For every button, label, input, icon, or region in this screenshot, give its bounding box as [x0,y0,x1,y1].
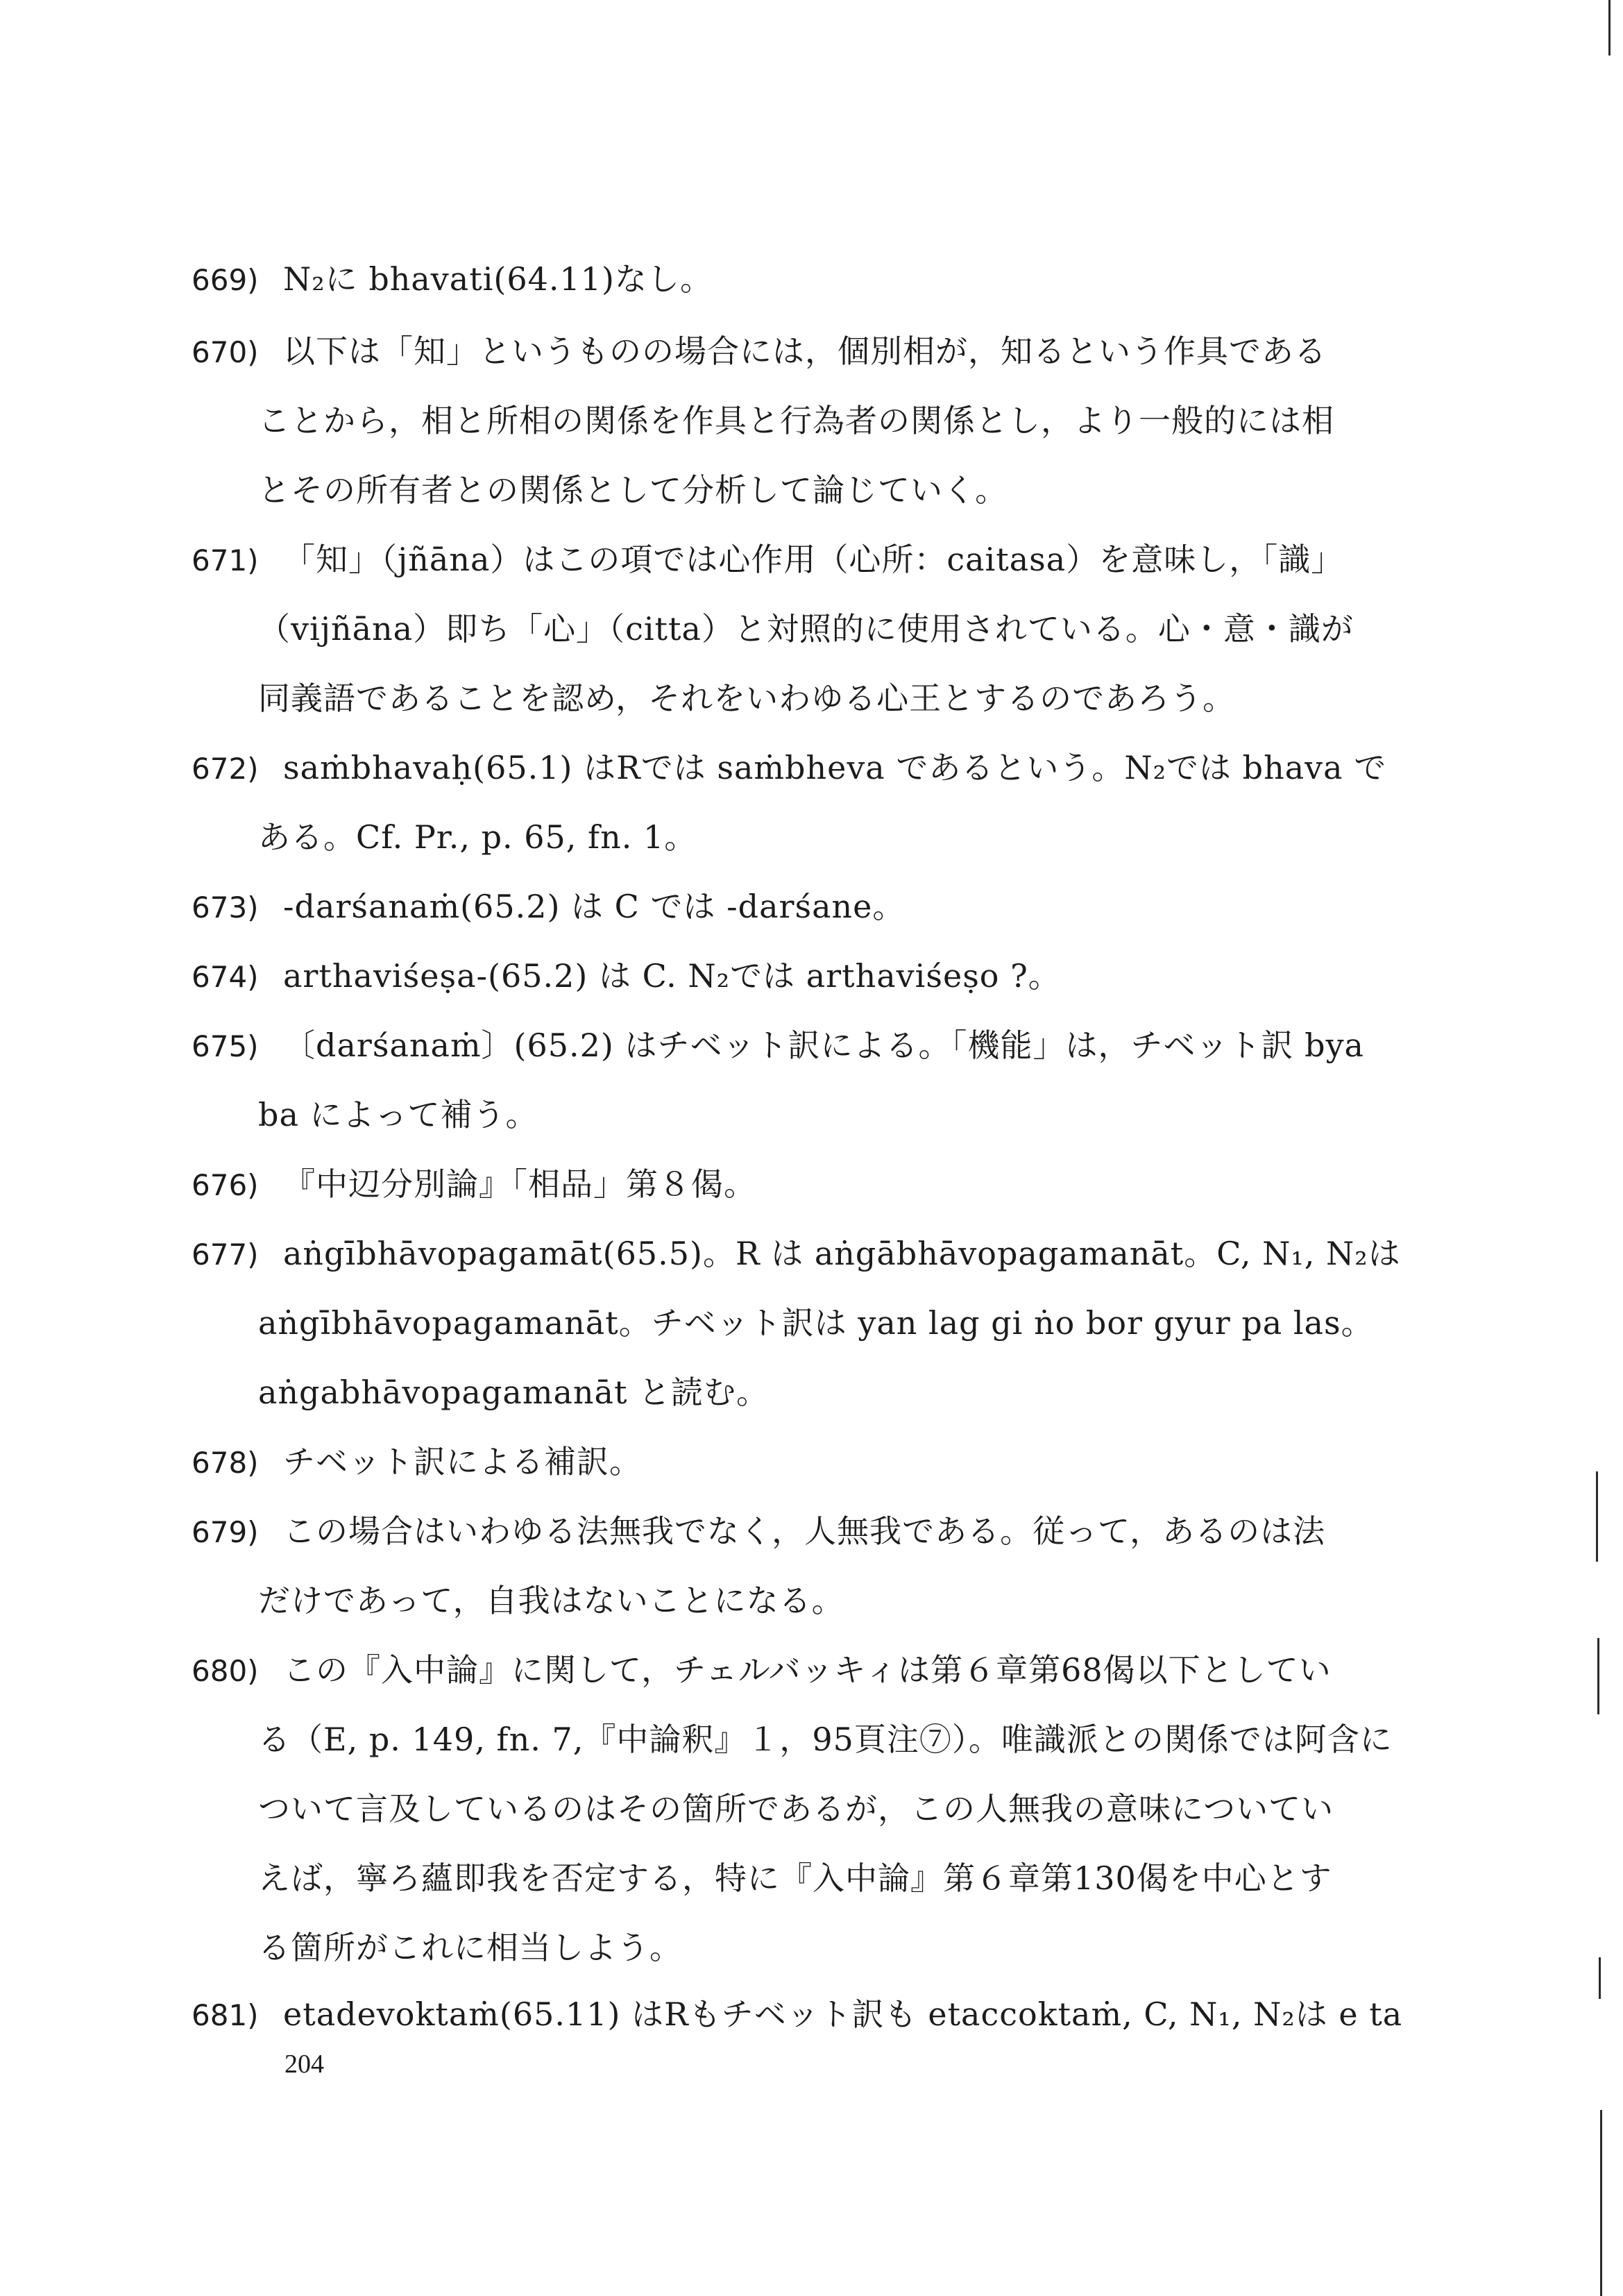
footnote-text: この『入中論』に関して，チェルバッキィは第６章第68偈以下としてい [283,1651,1332,1689]
footnote-text: 同義語であることを認め，それをいわゆる心王とするのであろう。 [258,679,1236,717]
footnote-number: 675) [192,1029,259,1063]
footnote-text: この場合はいわゆる法無我でなく，人無我である。従って，あるのは法 [283,1512,1326,1550]
footnote-text: 以下は「知」というものの場合には，個別相が，知るという作具である [283,332,1327,370]
footnote-text: ついて言及しているのはその箇所であるが，この人無我の意味についてい [258,1790,1334,1827]
scan-edge-mark [1608,0,1611,56]
footnote-number: 680) [192,1654,259,1688]
footnote-text: 『中辺分別論』「相品」第８偈。 [283,1165,756,1203]
footnote-679 [192,1496,1399,1635]
footnote-number: 678) [192,1446,259,1480]
footnote-number: 676) [192,1168,259,1202]
footnote-675 [192,1011,1399,1149]
footnote-text: arthaviśeṣa-(65.2) は C. N₂では arthaviśeṣo ?。 [283,957,1061,995]
footnote-text: -darśanaṁ(65.2) は C では -darśane。 [283,888,906,925]
footnote-number: 669) [192,263,259,297]
footnote-text: aṅgabhāvopagamanāt と読む。 [258,1374,770,1411]
footnote-676 [192,1149,1399,1219]
footnote-text: ことから，相と所相の関係を作具と行為者の関係とし，より一般的には相 [258,402,1334,439]
footnote-number: 671) [192,543,259,577]
footnote-678 [192,1427,1399,1496]
footnote-text: （vijñāna）即ち「心」（citta）と対照的に使用されている。心・意・識が [258,610,1354,648]
footnote-text: aṅgībhāvopagamanāt。チベット訳は yan lag gi ṅo bor gyur pa las。 [258,1304,1374,1342]
footnote-674 [192,941,1399,1011]
footnote-text: る（E, p. 149, fn. 7,『中論釈』１，95頁注⑦）。唯識派との関係では阿含に [258,1721,1393,1758]
footnote-text: とその所有者との関係として分析して論じていく。 [258,471,1008,509]
footnote-number: 681) [192,1998,259,2032]
footnote-text: チベット訳による補訳。 [283,1443,642,1480]
footnote-670 [192,316,1399,525]
footnote-text: 〔darśanaṁ〕(65.2) はチベット訳による。「機能」は，チベット訳 bya [283,1027,1364,1064]
footnote-text: る箇所がこれに相当しよう。 [258,1929,682,1966]
scan-edge-mark [1599,1957,1601,1999]
footnote-text: N₂に bhavati(64.11)なし。 [283,260,713,298]
footnote-text: ある。Cf. Pr., p. 65, fn. 1。 [258,818,697,856]
footnote-text: えば，寧ろ蘊即我を否定する，特に『入中論』第６章第130偈を中心とす [258,1859,1332,1897]
footnote-673 [192,872,1399,941]
page-number: 204 [284,2050,324,2079]
footnote-671 [192,525,1399,733]
scan-edge-mark [1597,1638,1599,1714]
footnote-text: 「知」（jñāna）はこの項では心作用（心所：caitasa）を意味し，「識」 [283,541,1344,578]
scan-edge-mark [1596,1471,1598,1562]
footnote-text: saṁbhavaḥ(65.1) はRでは saṁbheva であるという。N₂では bhava で [283,749,1387,786]
footnote-number: 674) [192,960,259,994]
footnote-text: ba によって補う。 [258,1096,538,1133]
footnote-text: etadevoktaṁ(65.11) はRもチベット訳も etaccoktaṁ, C, N₁, N₂は e ta [283,1995,1403,2033]
footnote-text: だけであって，自我はないことになる。 [258,1582,844,1619]
footnote-677 [192,1219,1399,1427]
footnote-669 [192,244,1399,314]
scan-edge-mark [1600,2110,1602,2296]
footnote-680 [192,1635,1399,1982]
footnote-672 [192,733,1399,872]
footnote-number: 677) [192,1238,259,1272]
footnote-number: 679) [192,1515,259,1549]
footnote-text: aṅgībhāvopagamāt(65.5)。R は aṅgābhāvopagamanāt。C, N₁, N₂は [283,1235,1401,1272]
footnote-number: 672) [192,752,259,786]
footnote-number: 670) [192,335,259,369]
footnote-number: 673) [192,890,259,925]
footnote-681 [192,1980,1403,2049]
